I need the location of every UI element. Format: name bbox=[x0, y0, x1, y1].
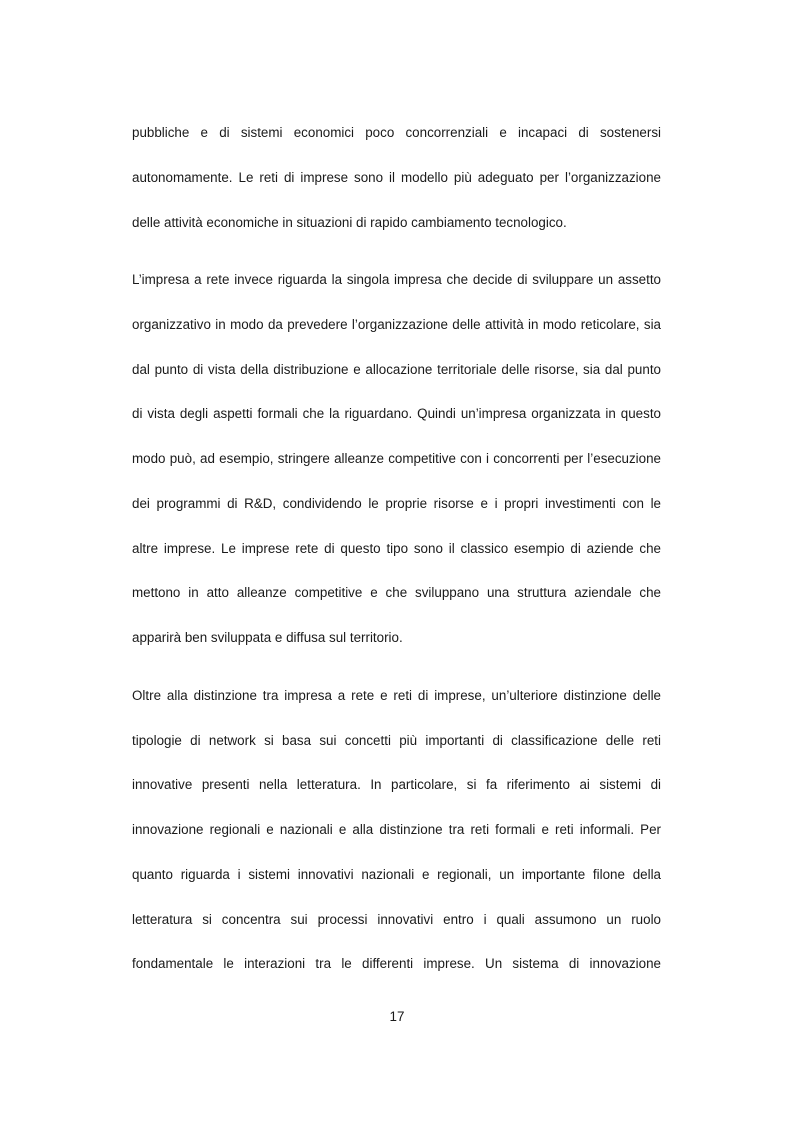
text-line: dei programmi di R&D, condividendo le proprie risorse e i propri investimenti con le bbox=[132, 496, 661, 511]
text-line: tipologie di network si basa sui concetti più importanti di classificazione delle reti bbox=[132, 733, 661, 748]
text-line: altre imprese. Le imprese rete di questo tipo sono il classico esempio di aziende che bbox=[132, 541, 661, 556]
text-line: delle attività economiche in situazioni di rapido cambiamento tecnologico. bbox=[132, 215, 567, 230]
text-line: apparirà ben sviluppata e diffusa sul territorio. bbox=[132, 630, 403, 645]
text-line: organizzativo in modo da prevedere l’organizzazione delle attività in modo reticolare, sia bbox=[132, 317, 661, 332]
text-line: pubbliche e di sistemi economici poco concorrenziali e incapaci di sostenersi bbox=[132, 125, 661, 140]
text-line: Oltre alla distinzione tra impresa a rete e reti di imprese, un’ulteriore distinzione delle bbox=[132, 688, 661, 703]
text-line: di vista degli aspetti formali che la riguardano. Quindi un’impresa organizzata in questo bbox=[132, 406, 661, 421]
text-line: fondamentale le interazioni tra le differenti imprese. Un sistema di innovazione bbox=[132, 956, 661, 971]
text-line: quanto riguarda i sistemi innovativi nazionali e regionali, un importante filone della bbox=[132, 867, 661, 882]
text-line: dal punto di vista della distribuzione e allocazione territoriale delle risorse, sia dal punto bbox=[132, 362, 661, 377]
text-line: modo può, ad esempio, stringere alleanze competitive con i concorrenti per l’esecuzione bbox=[132, 451, 661, 466]
page-number: 17 bbox=[389, 1009, 405, 1024]
text-line: mettono in atto alleanze competitive e che sviluppano una struttura aziendale che bbox=[132, 585, 661, 600]
text-line: autonomamente. Le reti di imprese sono il modello più adeguato per l’organizzazione bbox=[132, 170, 661, 185]
text-line: letteratura si concentra sui processi innovativi entro i quali assumono un ruolo bbox=[132, 912, 661, 927]
text-line: L’impresa a rete invece riguarda la singola impresa che decide di sviluppare un assetto bbox=[132, 272, 661, 287]
text-line: innovazione regionali e nazionali e alla distinzione tra reti formali e reti informali. Per bbox=[132, 822, 661, 837]
text-line: innovative presenti nella letteratura. In particolare, si fa riferimento ai sistemi di bbox=[132, 777, 661, 792]
